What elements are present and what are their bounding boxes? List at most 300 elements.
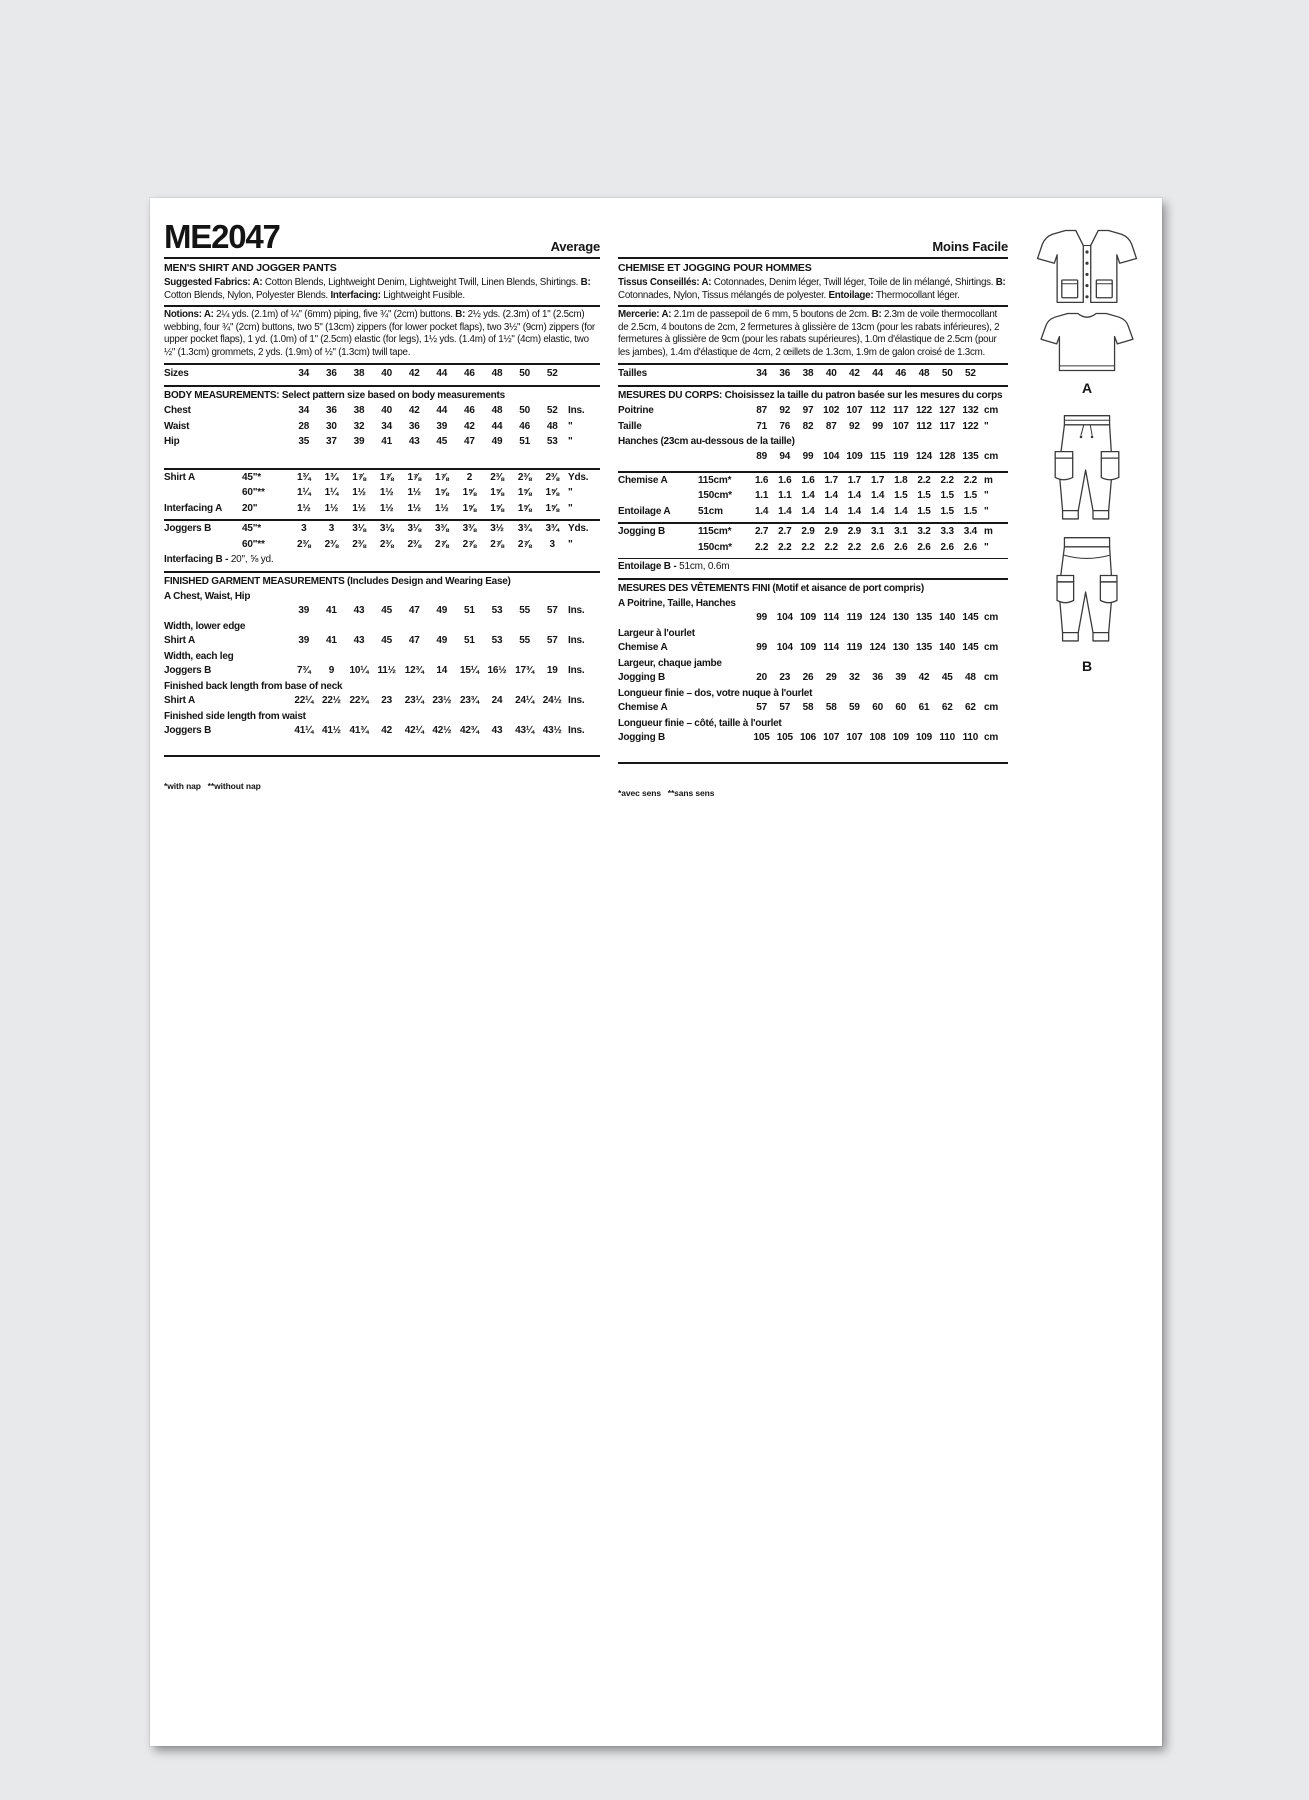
body-measurements-header-en: BODY MEASUREMENTS: Select pattern size based on body measurements bbox=[164, 390, 505, 402]
value-cell: 23¼ bbox=[404, 695, 424, 707]
value-cell: 57 bbox=[756, 702, 767, 714]
value-cell: 124 bbox=[869, 642, 886, 654]
value-cell: 2⅞ bbox=[517, 538, 532, 550]
row-label: Poitrine bbox=[618, 405, 654, 417]
value-cell: 1.1 bbox=[754, 490, 769, 502]
finished-entry-heading: Width, lower edge bbox=[164, 620, 246, 632]
value-cell: 51 bbox=[519, 436, 530, 448]
row-unit: " bbox=[984, 420, 989, 432]
value-cell: 1.5 bbox=[917, 490, 931, 502]
value-cell: 60 bbox=[872, 702, 883, 714]
value-cell: 36 bbox=[408, 420, 420, 432]
value-cell: 94 bbox=[779, 451, 791, 463]
value-cell: 41 bbox=[381, 436, 392, 448]
value-cell: 37 bbox=[326, 436, 337, 448]
value-cell: 3 bbox=[328, 523, 335, 535]
row-label: Chemise A bbox=[618, 642, 668, 654]
value-cell: 43¼ bbox=[515, 725, 535, 737]
row-width bbox=[242, 633, 290, 649]
shirt-yardage-table-fr bbox=[618, 473, 1008, 520]
value-cell: 28 bbox=[298, 420, 310, 432]
value-cell: 1.5 bbox=[963, 505, 978, 517]
table-row bbox=[164, 633, 600, 649]
value-cell: 2.9 bbox=[847, 526, 862, 538]
divider bbox=[164, 755, 600, 757]
value-cell: 2.2 bbox=[847, 541, 862, 553]
row-label: Chemise A bbox=[618, 702, 668, 714]
value-cell: 140 bbox=[939, 612, 956, 624]
row-label: Jogging B bbox=[618, 732, 666, 744]
value-cell: 2⅜ bbox=[297, 538, 311, 550]
joggers-back-illustration bbox=[1034, 532, 1140, 654]
value-cell: 45 bbox=[381, 605, 392, 617]
table-row bbox=[618, 540, 1008, 556]
row-width bbox=[698, 730, 750, 746]
value-cell: 127 bbox=[939, 405, 956, 417]
value-cell: 12¾ bbox=[404, 665, 424, 677]
finished-entry-heading: Largeur, chaque jambe bbox=[618, 657, 722, 669]
value-cell: 112 bbox=[916, 420, 932, 432]
value-cell: 32 bbox=[849, 672, 860, 684]
value-cell: 1⅝ bbox=[435, 487, 449, 499]
value-cell: 3⅜ bbox=[435, 523, 449, 535]
row-unit: cm bbox=[984, 702, 999, 714]
row-label: Shirt A bbox=[164, 635, 196, 647]
row-unit: m bbox=[984, 474, 993, 486]
finished-entry bbox=[618, 686, 1008, 716]
spacer bbox=[698, 366, 750, 382]
value-cell: 2⅜ bbox=[545, 471, 559, 483]
value-cell: 117 bbox=[893, 405, 909, 417]
row-label: Hip bbox=[164, 436, 180, 448]
row-unit: cm bbox=[984, 672, 999, 684]
value-cell: 130 bbox=[892, 612, 909, 624]
value-cell: 119 bbox=[893, 451, 909, 463]
value-cell: 104 bbox=[823, 451, 840, 463]
value-cell: 2.2 bbox=[754, 541, 769, 553]
value-cell: 135 bbox=[962, 451, 979, 463]
value-cell: 107 bbox=[823, 732, 840, 744]
row-unit: Yds. bbox=[568, 471, 589, 483]
value-cell: 2.6 bbox=[870, 541, 885, 553]
finished-entry-heading: Longueur finie – dos, votre nuque à l'ourlet bbox=[618, 687, 813, 699]
value-cell: 42 bbox=[408, 405, 420, 417]
finished-entry bbox=[164, 589, 600, 619]
value-cell: 15¼ bbox=[459, 665, 479, 677]
value-cell: 107 bbox=[846, 732, 863, 744]
pattern-sheet bbox=[150, 198, 1162, 1746]
value-cell: 23 bbox=[381, 695, 392, 707]
interfacing-b-note-en: Interfacing B - 20", ⅝ yd. bbox=[164, 554, 274, 566]
value-cell: 114 bbox=[823, 612, 839, 624]
garment-illustrations bbox=[1022, 224, 1152, 688]
value-cell: 1½ bbox=[324, 502, 339, 514]
value-cell: 110 bbox=[939, 732, 955, 744]
value-cell: 48 bbox=[965, 672, 976, 684]
sizes-row-en bbox=[164, 365, 600, 383]
row-width bbox=[242, 723, 290, 739]
row-unit: " bbox=[568, 487, 573, 499]
value-cell: 44 bbox=[872, 367, 883, 379]
table-row bbox=[618, 610, 1008, 626]
value-cell: 39 bbox=[895, 672, 907, 684]
value-cell: 2⅜ bbox=[379, 538, 394, 550]
notions-paragraph-en: Notions: A: 2¼ yds. (2.1m) of ¼" (6mm) piping, five ¾" (2cm) buttons. B: 2½ yds. (2.3m) of 1" (2.5cm) webbing, four ¾" (2cm) buttons, two 5" (13cm) zippers (for lower pocket flaps), two 3½" (9cm) zippers (for upper pocket flaps), 1 yd. (1.0m) of 1" (2.5cm) elastic (for legs), 1½ yds. (1.4m) of 1½" (4cm) elastic, two ½" (1.3cm) grommets, 2 yds. (1.9m) of ½" (1.3cm) twill tape. bbox=[164, 309, 595, 358]
table-row bbox=[164, 403, 600, 419]
value-cell: 38 bbox=[353, 367, 365, 379]
french-header bbox=[618, 214, 1008, 254]
value-cell: 1⅝ bbox=[490, 502, 504, 514]
value-cell: 14 bbox=[436, 665, 448, 677]
value-cell: 1½ bbox=[407, 487, 421, 499]
value-cell: 62 bbox=[965, 702, 976, 714]
row-label: Jogging B bbox=[618, 526, 666, 538]
body-measurements-table-fr bbox=[618, 403, 1008, 434]
row-label: Shirt A bbox=[164, 471, 196, 483]
value-cell: 52 bbox=[546, 367, 558, 379]
row-unit: Ins. bbox=[568, 635, 585, 647]
value-cell: 16½ bbox=[487, 665, 507, 677]
value-cell: 99 bbox=[756, 612, 767, 624]
value-cell: 46 bbox=[464, 405, 475, 417]
row-label bbox=[618, 610, 698, 626]
value-cell: 2⅜ bbox=[517, 471, 532, 483]
value-cell: 52 bbox=[965, 367, 976, 379]
value-cell: 39 bbox=[353, 436, 365, 448]
product-title-en: MEN'S SHIRT AND JOGGER PANTS bbox=[164, 262, 337, 274]
value-cell: 1¾ bbox=[324, 471, 339, 483]
value-cell: 145 bbox=[962, 642, 979, 654]
value-cell: 1.5 bbox=[917, 505, 931, 517]
row-width: 45"* bbox=[242, 523, 261, 535]
divider bbox=[164, 305, 600, 307]
finished-entry bbox=[164, 619, 600, 649]
value-cell: 3.1 bbox=[894, 526, 908, 538]
value-cell: 58 bbox=[802, 702, 814, 714]
product-title-fr: CHEMISE ET JOGGING POUR HOMMES bbox=[618, 262, 812, 274]
value-cell: 1.4 bbox=[824, 505, 838, 517]
row-width: 51cm bbox=[698, 505, 723, 517]
row-width: 150cm* bbox=[698, 541, 732, 553]
row-label: Waist bbox=[164, 420, 190, 432]
row-unit: cm bbox=[984, 612, 999, 624]
value-cell: 42½ bbox=[432, 725, 452, 737]
value-cell: 1.4 bbox=[801, 505, 815, 517]
value-cell: 41¼ bbox=[294, 725, 314, 737]
value-cell: 2⅜ bbox=[407, 538, 421, 550]
sizes-label-en: Sizes bbox=[164, 367, 189, 379]
value-cell: 39 bbox=[298, 605, 310, 617]
value-cell: 17¾ bbox=[515, 665, 535, 677]
value-cell: 1⅝ bbox=[517, 487, 532, 499]
value-cell: 3¾ bbox=[517, 523, 532, 535]
table-row bbox=[164, 663, 600, 679]
finished-entry bbox=[618, 716, 1008, 746]
value-cell: 41 bbox=[326, 635, 337, 647]
value-cell: 58 bbox=[825, 702, 837, 714]
row-unit: Ins. bbox=[568, 605, 585, 617]
value-cell: 62 bbox=[941, 702, 953, 714]
value-cell: 2⅞ bbox=[435, 538, 449, 550]
spacer bbox=[698, 449, 750, 465]
value-cell: 45 bbox=[436, 436, 448, 448]
value-cell: 20 bbox=[756, 672, 767, 684]
value-cell: 48 bbox=[546, 420, 558, 432]
value-cell: 1½ bbox=[379, 502, 394, 514]
finished-entry bbox=[164, 709, 600, 739]
value-cell: 2.2 bbox=[801, 541, 815, 553]
value-cell: 1.6 bbox=[778, 474, 792, 486]
value-cell: 1.4 bbox=[778, 505, 792, 517]
value-cell: 1.5 bbox=[940, 505, 954, 517]
value-cell: 60 bbox=[895, 702, 907, 714]
finished-entry-heading: Largeur à l'ourlet bbox=[618, 627, 695, 639]
row-width bbox=[242, 603, 290, 619]
table-row bbox=[164, 521, 600, 537]
value-cell: 34 bbox=[381, 420, 392, 432]
row-width: 60"** bbox=[242, 538, 265, 550]
fabrics-paragraph-fr: Tissus Conseillés: A: Cotonnades, Denim léger, Twill léger, Toile de lin mélangé, Shirtings. B: Cotonnades, Nylon, Tissus mélangés de polyester. Entoilage: Thermocollant léger. bbox=[618, 277, 1006, 301]
table-row bbox=[618, 670, 1008, 686]
row-label bbox=[618, 488, 698, 504]
value-cell: 2⅜ bbox=[490, 471, 504, 483]
table-row bbox=[618, 640, 1008, 656]
value-cell: 59 bbox=[849, 702, 860, 714]
value-cell: 29 bbox=[825, 672, 837, 684]
french-column bbox=[618, 214, 1008, 798]
row-label: Joggers B bbox=[164, 665, 212, 677]
value-cell: 36 bbox=[872, 672, 883, 684]
spacer bbox=[566, 366, 600, 382]
row-width bbox=[698, 670, 750, 686]
value-cell: 23½ bbox=[432, 695, 452, 707]
value-cell: 57 bbox=[546, 605, 558, 617]
difficulty-label-en: Average bbox=[550, 239, 600, 254]
value-cell: 34 bbox=[298, 405, 310, 417]
row-unit: Ins. bbox=[568, 725, 585, 737]
value-cell: 47 bbox=[464, 436, 475, 448]
row-width bbox=[698, 403, 750, 419]
value-cell: 43 bbox=[408, 436, 420, 448]
shirt-front-illustration bbox=[1031, 224, 1143, 308]
value-cell: 40 bbox=[381, 367, 392, 379]
value-cell: 42 bbox=[918, 672, 930, 684]
joggers-yardage-table-en bbox=[164, 521, 600, 552]
value-cell: 76 bbox=[779, 420, 791, 432]
value-cell: 122 bbox=[915, 405, 933, 417]
divider bbox=[618, 305, 1008, 307]
finished-measurements-table-en bbox=[164, 589, 600, 739]
value-cell: 99 bbox=[802, 451, 814, 463]
value-cell: 1½ bbox=[352, 502, 366, 514]
row-label bbox=[164, 485, 242, 501]
english-header bbox=[164, 214, 600, 254]
row-unit: Ins. bbox=[568, 665, 585, 677]
value-cell: 1½ bbox=[297, 502, 311, 514]
value-cell: 1¼ bbox=[297, 487, 311, 499]
finished-entry-heading: Finished back length from base of neck bbox=[164, 680, 343, 692]
value-cell: 50 bbox=[941, 367, 953, 379]
value-cell: 1.4 bbox=[847, 490, 862, 502]
value-cell: 106 bbox=[799, 732, 817, 744]
value-cell: 32 bbox=[353, 420, 365, 432]
value-cell: 23¾ bbox=[459, 695, 479, 707]
value-cell: 26 bbox=[802, 672, 814, 684]
value-cell: 109 bbox=[915, 732, 933, 744]
value-cell: 42 bbox=[381, 725, 392, 737]
table-row bbox=[164, 693, 600, 709]
row-label: Entoilage A bbox=[618, 505, 671, 517]
value-cell: 1¾ bbox=[297, 471, 311, 483]
finished-entry bbox=[618, 596, 1008, 626]
value-cell: 46 bbox=[895, 367, 907, 379]
fabrics-paragraph-en: Suggested Fabrics: A: Cotton Blends, Lightweight Denim, Lightweight Twill, Linen Blends, Shirtings. B: Cotton Blends, Nylon, Polyester Blends. Interfacing: Lightweight Fusible. bbox=[164, 277, 591, 301]
value-cell: 1.4 bbox=[801, 490, 815, 502]
joggers-front-illustration bbox=[1034, 410, 1140, 532]
value-cell: 41 bbox=[326, 605, 337, 617]
table-row bbox=[164, 603, 600, 619]
hips-heading-fr: Hanches (23cm au-dessous de la taille) bbox=[618, 436, 795, 448]
row-label bbox=[164, 603, 242, 619]
row-width bbox=[698, 610, 750, 626]
value-cell: 42¼ bbox=[404, 725, 424, 737]
table-row bbox=[618, 403, 1008, 419]
value-cell: 24¼ bbox=[515, 695, 535, 707]
row-label bbox=[618, 540, 698, 556]
value-cell: 43 bbox=[353, 635, 365, 647]
value-cell: 2.6 bbox=[894, 541, 908, 553]
row-width bbox=[242, 663, 290, 679]
value-cell: 1⅞ bbox=[435, 471, 449, 483]
value-cell: 1½ bbox=[407, 502, 421, 514]
row-label: Joggers B bbox=[164, 725, 212, 737]
value-cell: 36 bbox=[326, 367, 337, 379]
row-unit: " bbox=[568, 502, 573, 514]
sizes-row-fr bbox=[618, 365, 1008, 383]
value-cell: 2⅜ bbox=[352, 538, 366, 550]
table-row bbox=[618, 473, 1008, 489]
nap-footnote-en: *with nap **without nap bbox=[164, 780, 261, 791]
row-label: Chemise A bbox=[618, 474, 668, 486]
value-cell: 1.8 bbox=[894, 474, 908, 486]
value-cell: 89 bbox=[756, 451, 767, 463]
value-cell: 44 bbox=[436, 405, 448, 417]
value-cell: 97 bbox=[802, 405, 814, 417]
row-label: Taille bbox=[618, 420, 642, 432]
value-cell: 34 bbox=[298, 367, 310, 379]
value-cell: 44 bbox=[436, 367, 448, 379]
value-cell: 110 bbox=[962, 732, 979, 744]
value-cell: 128 bbox=[939, 451, 956, 463]
value-cell: 2.2 bbox=[963, 474, 978, 486]
finished-measurements-table-fr bbox=[618, 596, 1008, 746]
value-cell: 1⅞ bbox=[407, 471, 421, 483]
value-cell: 57 bbox=[779, 702, 791, 714]
value-cell: 2.6 bbox=[940, 541, 954, 553]
value-cell: 44 bbox=[491, 420, 503, 432]
row-label: Shirt A bbox=[164, 695, 196, 707]
row-width bbox=[698, 700, 750, 716]
row-unit: m bbox=[984, 526, 993, 538]
value-cell: 135 bbox=[915, 642, 933, 654]
value-cell: 135 bbox=[915, 612, 933, 624]
value-cell: 115 bbox=[869, 451, 886, 463]
value-cell: 57 bbox=[546, 635, 558, 647]
table-row bbox=[618, 488, 1008, 504]
row-unit: cm bbox=[984, 451, 999, 463]
value-cell: 2.2 bbox=[824, 541, 838, 553]
body-measurements-header-fr: MESURES DU CORPS: Choisissez la taille du patron basée sur les mesures du corps bbox=[618, 390, 1003, 402]
value-cell: 46 bbox=[519, 420, 530, 432]
value-cell: 39 bbox=[436, 420, 448, 432]
value-cell: 22¾ bbox=[349, 695, 369, 707]
value-cell: 19 bbox=[546, 665, 558, 677]
value-cell: 47 bbox=[408, 635, 420, 647]
row-width bbox=[698, 419, 750, 435]
value-cell: 1.7 bbox=[824, 474, 838, 486]
row-unit: cm bbox=[984, 732, 999, 744]
value-cell: 49 bbox=[436, 605, 448, 617]
value-cell: 22¼ bbox=[294, 695, 314, 707]
value-cell: 114 bbox=[823, 642, 839, 654]
value-cell: 1⅝ bbox=[462, 487, 477, 499]
value-cell: 107 bbox=[846, 405, 863, 417]
value-cell: 3⅛ bbox=[352, 523, 366, 535]
value-cell: 48 bbox=[491, 405, 503, 417]
value-cell: 1.4 bbox=[824, 490, 838, 502]
row-unit: cm bbox=[984, 405, 999, 417]
value-cell: 145 bbox=[962, 612, 979, 624]
value-cell: 39 bbox=[298, 635, 310, 647]
value-cell: 1.6 bbox=[801, 474, 815, 486]
value-cell: 3⅜ bbox=[462, 523, 477, 535]
value-cell: 46 bbox=[464, 367, 475, 379]
value-cell: 3.1 bbox=[870, 526, 885, 538]
row-width: 45"* bbox=[242, 471, 261, 483]
value-cell: 3⅛ bbox=[379, 523, 394, 535]
value-cell: 1.4 bbox=[870, 490, 885, 502]
value-cell: 3 bbox=[301, 523, 307, 535]
spacer bbox=[242, 366, 290, 382]
value-cell: 48 bbox=[491, 367, 503, 379]
value-cell: 3.3 bbox=[940, 526, 954, 538]
value-cell: 48 bbox=[918, 367, 930, 379]
value-cell: 2.2 bbox=[917, 474, 931, 486]
row-width: 115cm* bbox=[698, 526, 732, 538]
table-row bbox=[618, 524, 1008, 540]
value-cell: 49 bbox=[436, 635, 448, 647]
shirt-yardage-table-en bbox=[164, 470, 600, 517]
value-cell: 109 bbox=[846, 451, 863, 463]
value-cell: 87 bbox=[756, 405, 767, 417]
value-cell: 10¼ bbox=[349, 665, 369, 677]
value-cell: 40 bbox=[825, 367, 837, 379]
value-cell: 23 bbox=[779, 672, 791, 684]
value-cell: 2⅞ bbox=[490, 538, 504, 550]
interfacing-b-note-fr: Entoilage B - 51cm, 0.6m bbox=[618, 561, 730, 573]
row-unit: " bbox=[984, 505, 989, 517]
value-cell: 2.2 bbox=[940, 474, 954, 486]
value-cell: 117 bbox=[939, 420, 955, 432]
value-cell: 50 bbox=[519, 367, 530, 379]
finished-entry bbox=[618, 656, 1008, 686]
value-cell: 50 bbox=[519, 405, 530, 417]
row-width bbox=[242, 419, 290, 435]
value-cell: 36 bbox=[779, 367, 791, 379]
value-cell: 1⅝ bbox=[545, 502, 559, 514]
table-row bbox=[164, 537, 600, 553]
value-cell: 1½ bbox=[352, 487, 366, 499]
